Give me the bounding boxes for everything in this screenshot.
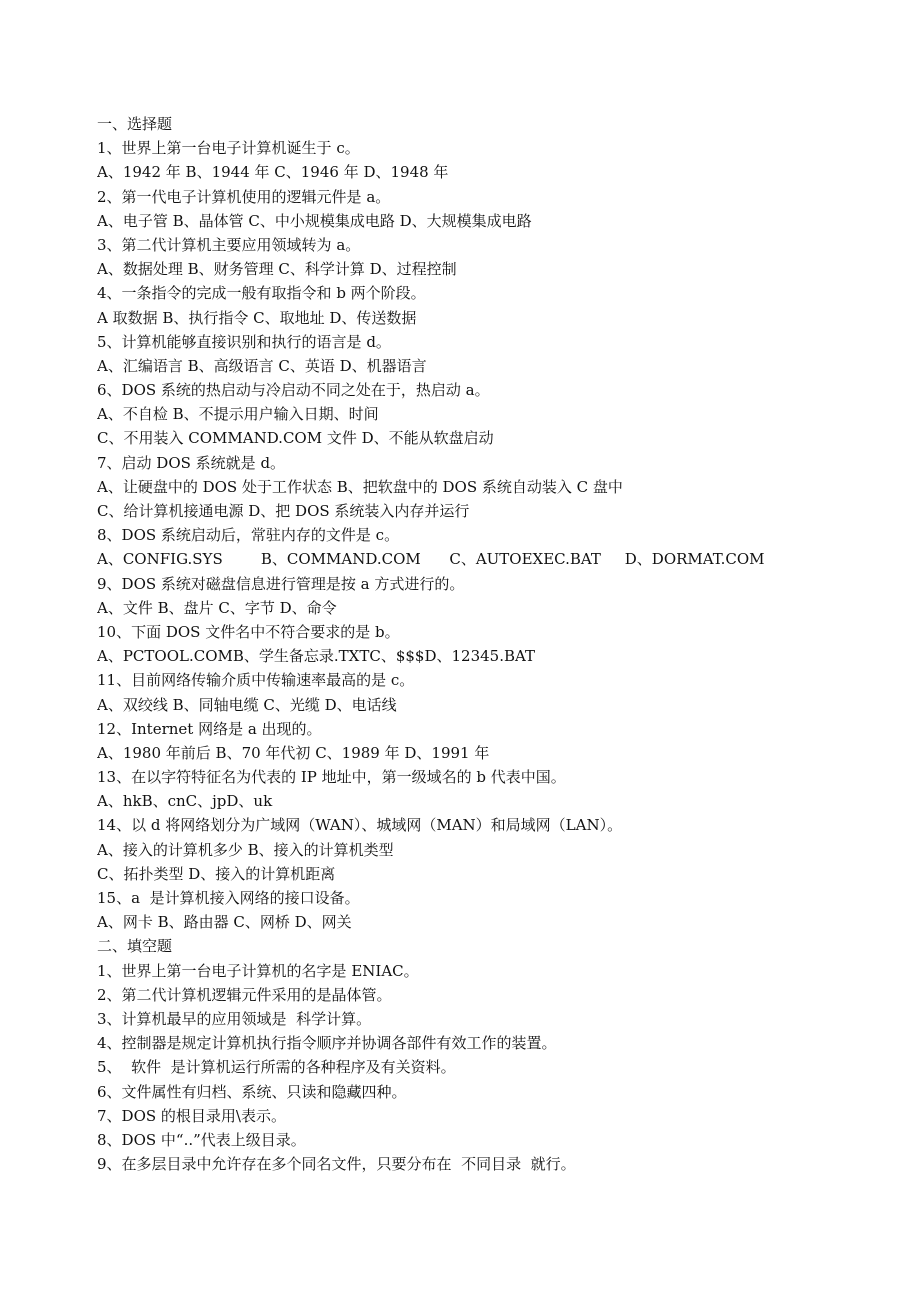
options-line: A、CONFIG.SYS B、COMMAND.COM C、AUTOEXEC.BAT D、DORMAT.COM — [97, 550, 765, 569]
options-line: A、文件 B、盘片 C、字节 D、命令 — [97, 598, 337, 617]
fill-blank-line: 4、控制器是规定计算机执行指令顺序并协调各部件有效工作的装置。 — [97, 1034, 557, 1053]
question-line: 12、Internet 网络是 a 出现的。 — [97, 719, 322, 738]
section-heading: 二、填空题 — [97, 937, 173, 956]
question-line: 10、下面 DOS 文件名中不符合要求的是 b。 — [97, 622, 400, 641]
question-line: 9、DOS 系统对磁盘信息进行管理是按 a 方式进行的。 — [97, 574, 465, 593]
fill-blank-line: 5、 软件 是计算机运行所需的各种程序及有关资料。 — [97, 1058, 456, 1077]
options-line: A、接入的计算机多少 B、接入的计算机类型 — [97, 840, 394, 859]
options-line: C、给计算机接通电源 D、把 DOS 系统装入内存并运行 — [97, 502, 470, 520]
question-line: 1、世界上第一台电子计算机诞生于 c。 — [97, 139, 360, 158]
fill-blank-line: 8、DOS 中“..”代表上级目录。 — [97, 1130, 306, 1149]
question-line: 13、在以字符特征名为代表的 IP 地址中，第一级域名的 b 代表中国。 — [97, 768, 566, 787]
options-line: A 取数据 B、执行指令 C、取地址 D、传送数据 — [97, 308, 417, 327]
options-line: A、汇编语言 B、高级语言 C、英语 D、机器语言 — [97, 356, 427, 375]
options-line: A、数据处理 B、财务管理 C、科学计算 D、过程控制 — [97, 260, 457, 279]
question-line: 7、启动 DOS 系统就是 d。 — [97, 453, 286, 472]
options-line: A、让硬盘中的 DOS 处于工作状态 B、把软盘中的 DOS 系统自动装入 C 盘中 — [97, 477, 623, 496]
document-body — [97, 112, 897, 1176]
options-line: A、双绞线 B、同轴电缆 C、光缆 D、电话线 — [97, 695, 397, 714]
question-line: 5、计算机能够直接识别和执行的语言是 d。 — [97, 332, 391, 351]
options-line: A、1980 年前后 B、70 年代初 C、1989 年 D、1991 年 — [97, 743, 490, 762]
question-line: 6、DOS 系统的热启动与冷启动不同之处在于，热启动 a。 — [97, 381, 490, 400]
fill-blank-line: 2、第二代计算机逻辑元件采用的是晶体管。 — [97, 985, 392, 1004]
options-line: A、PCTOOL.COMB、学生备忘录.TXTC、$$$D、12345.BAT — [97, 647, 536, 666]
question-line: 11、目前网络传输介质中传输速率最高的是 c。 — [97, 671, 415, 690]
fill-blank-line: 9、在多层目录中允许存在多个同名文件，只要分布在 不同目录 就行。 — [97, 1155, 576, 1174]
fill-blank-line: 7、DOS 的根目录用\表示。 — [97, 1106, 286, 1125]
options-line: A、1942 年 B、1944 年 C、1946 年 D、1948 年 — [97, 163, 449, 182]
question-line: 8、DOS 系统启动后，常驻内存的文件是 c。 — [97, 526, 400, 545]
question-line: 4、一条指令的完成一般有取指令和 b 两个阶段。 — [97, 284, 426, 303]
options-line: C、不用装入 COMMAND.COM 文件 D、不能从软盘启动 — [97, 429, 494, 448]
options-line: A、电子管 B、晶体管 C、中小规模集成电路 D、大规模集成电路 — [97, 211, 532, 230]
question-line: 14、以 d 将网络划分为广域网（WAN）、城域网（MAN）和局域网（LAN）。 — [97, 816, 623, 835]
fill-blank-line: 1、世界上第一台电子计算机的名字是 ENIAC。 — [97, 961, 419, 980]
fill-blank-line: 6、文件属性有归档、系统、只读和隐藏四种。 — [97, 1082, 407, 1101]
options-line: A、hkB、cnC、jpD、uk — [97, 792, 273, 811]
options-line: A、不自检 B、不提示用户输入日期、时间 — [97, 405, 379, 424]
question-line: 15、a 是计算机接入网络的接口设备。 — [97, 889, 360, 907]
question-line: 2、第一代电子计算机使用的逻辑元件是 a。 — [97, 187, 391, 206]
section-heading: 一、选择题 — [97, 115, 173, 133]
question-line: 3、第二代计算机主要应用领域转为 a。 — [97, 235, 361, 254]
options-line: A、网卡 B、路由器 C、网桥 D、网关 — [97, 913, 352, 932]
options-line: C、拓扑类型 D、接入的计算机距离 — [97, 864, 336, 883]
fill-blank-line: 3、计算机最早的应用领域是 科学计算。 — [97, 1009, 372, 1028]
